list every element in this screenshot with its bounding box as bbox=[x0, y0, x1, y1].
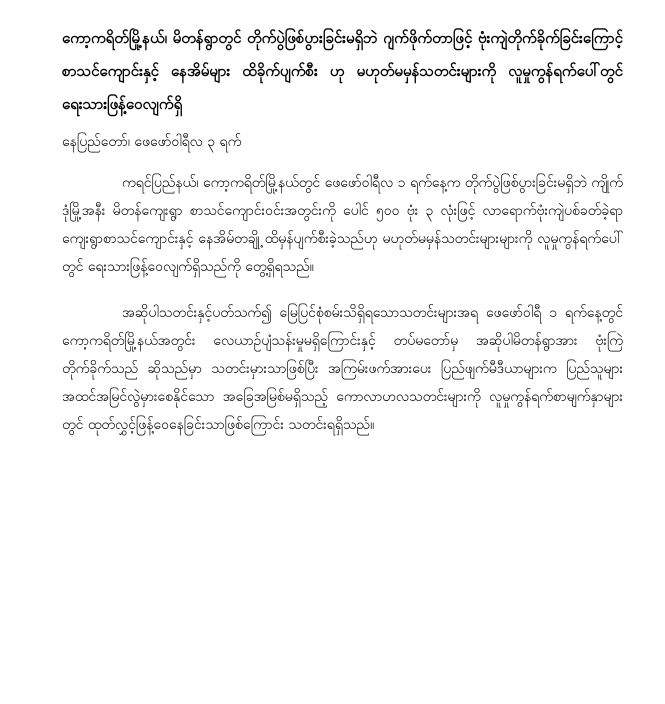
article-headline: ကော့ကရိတ်မြို့နယ်၊ မိတန်ရွာတွင် တိုက်ပွဲဖြစ်ပွားခြင်းမရှိဘဲ ဂျက်ဖိုက်တာဖြင့် ဗုံးကျဲတိုက်ခိုက်ခြင်းကြောင့် စာသင်ကျောင်းနှင့် နေအိမ်များ ထိခိုက်ပျက်စီး ဟု မဟုတ်မမှန်သတင်းများကို လူမှုကွန်ရက်ပေါ်တွင် ရေးသားဖြန့်ဝေလျက်ရှိ bbox=[62, 29, 623, 113]
article-dateline: နေပြည်တော်၊ ဖေဖော်ဝါရီလ ၃ ရက် bbox=[62, 134, 242, 150]
article-paragraph-2: အဆိုပါသတင်းနှင့်ပတ်သက်၍ မြေပြင်စုံစမ်းသိရှိရသောသတင်းများအရ ဖေဖော်ဝါရီ ၁ ရက်နေ့တွင် ကော့ကရိတ်မြို့နယ်အတွင်း လေယာဉ်ပျံသန်းမှုမရှိကြောင်းနှင့် တပ်မတော်မှ အဆိုပါမိတန်ရွာအား ဗုံးကြဲတိုက်ခိုက်သည် ဆိုသည်မှာ သတင်းမှားသာဖြစ်ပြီး အကြမ်းဖက်အားပေး ပြည်ဖျက်မီဒီယာများက ပြည်သူများ အထင်အမြင်လွဲမှားစေနိုင်သော အခြေအမြစ်မရှိသည့် ကောလာဟလသတင်းများကို လူမှုကွန်ရက်စာမျက်နှာများတွင် ထုတ်လွှင့်ဖြန့်ဝေနေခြင်းသာဖြစ်ကြောင်း သတင်းရရှိသည်။ bbox=[62, 305, 623, 433]
article-paragraph-1: ကရင်ပြည်နယ်၊ ကော့ကရိတ်မြို့နယ်တွင် ဖေဖော်ဝါရီလ ၁ ရက်နေ့က တိုက်ပွဲဖြစ်ပွားခြင်းမရှိဘဲ ကျိုက်ဒုံမြို့အနီး မိတန်ကျေးရွာ စာသင်ကျောင်းဝင်းအတွင်းကို ပေါင် ၅၀၀ ဗုံး ၃ လုံးဖြင့် လာရောက်ဗုံးကျဲပစ်ခတ်ခဲ့ရာ ကျေးရွာစာသင်ကျောင်းနှင့် နေအိမ်တချို့ ထိမှန်ပျက်စီးခဲ့သည်ဟု မဟုတ်မမှန်သတင်းများများကို လူမှုကွန်ရက်ပေါ်တွင် ရေးသားဖြန့်ဝေလျက်ရှိသည်ကို တွေ့ရှိရသည်။ bbox=[62, 175, 623, 275]
